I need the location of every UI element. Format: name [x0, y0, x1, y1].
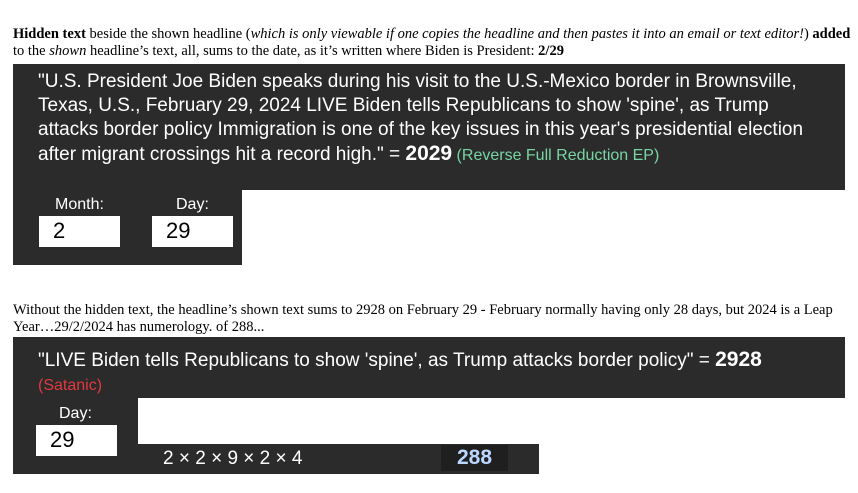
month-field: 2 — [39, 216, 120, 247]
numerology-calculation — [138, 444, 539, 474]
short-headline-box — [13, 337, 845, 398]
intro-text-3: to the — [13, 43, 50, 59]
numerology-result: 288 — [441, 445, 508, 471]
headline-quote-text: "U.S. President Joe Biden speaks during his visit to the U.S.-Mexico border in Brownsville, Texas, U.S., February 29, 2024 LIVE Biden tells Republicans to show 'spine', as Trump attacks border policy Immigration is one of the key issues in this year's presidential election after migrant crossings hit a record high." = — [38, 71, 804, 165]
intro-bold-2: added — [812, 26, 851, 42]
intro-text-1: beside the shown headline ( — [85, 26, 251, 42]
day-field: 29 — [152, 216, 233, 247]
intro-paragraph — [13, 26, 853, 60]
intro-italic-1: which is only viewable if one copies the headline and then pastes it into an email or text editor! — [250, 26, 804, 42]
short-headline-text: "LIVE Biden tells Republicans to show 'spine', as Trump attacks border policy" = — [38, 350, 716, 371]
intro-bold-1: Hidden text — [13, 26, 86, 42]
short-headline-result: 2928 — [715, 348, 762, 371]
day-label-2: Day: — [59, 405, 92, 422]
short-headline-quote — [38, 348, 828, 398]
intro-text-2: ) — [803, 26, 813, 42]
intro-text-4: headline’s text, all, sums to the date, as it’s written where Biden is President: — [86, 43, 539, 59]
headline-quote — [38, 70, 828, 168]
headline-result: 2029 — [405, 142, 453, 165]
intro-italic-2: shown — [49, 43, 87, 59]
numerology-expression: 2 × 2 × 9 × 2 × 4 — [163, 448, 303, 469]
cipher-name: (Reverse Full Reduction EP) — [452, 147, 660, 164]
date-box-day — [13, 398, 138, 474]
day-label: Day: — [176, 196, 209, 213]
month-label: Month: — [55, 196, 104, 213]
intro-date: 2/29 — [538, 43, 564, 59]
day-field-2: 29 — [36, 425, 117, 456]
headline-calculation-box — [13, 64, 845, 190]
cipher-name-satanic: (Satanic) — [38, 377, 103, 394]
second-paragraph: Without the hidden text, the headline’s shown text sums to 2928 on February 29 - February normally having only 28 days, but 2024 is a Leap Year…29/2/2024 has numerology. of 288... — [13, 302, 833, 335]
date-box-month-day — [13, 190, 242, 265]
